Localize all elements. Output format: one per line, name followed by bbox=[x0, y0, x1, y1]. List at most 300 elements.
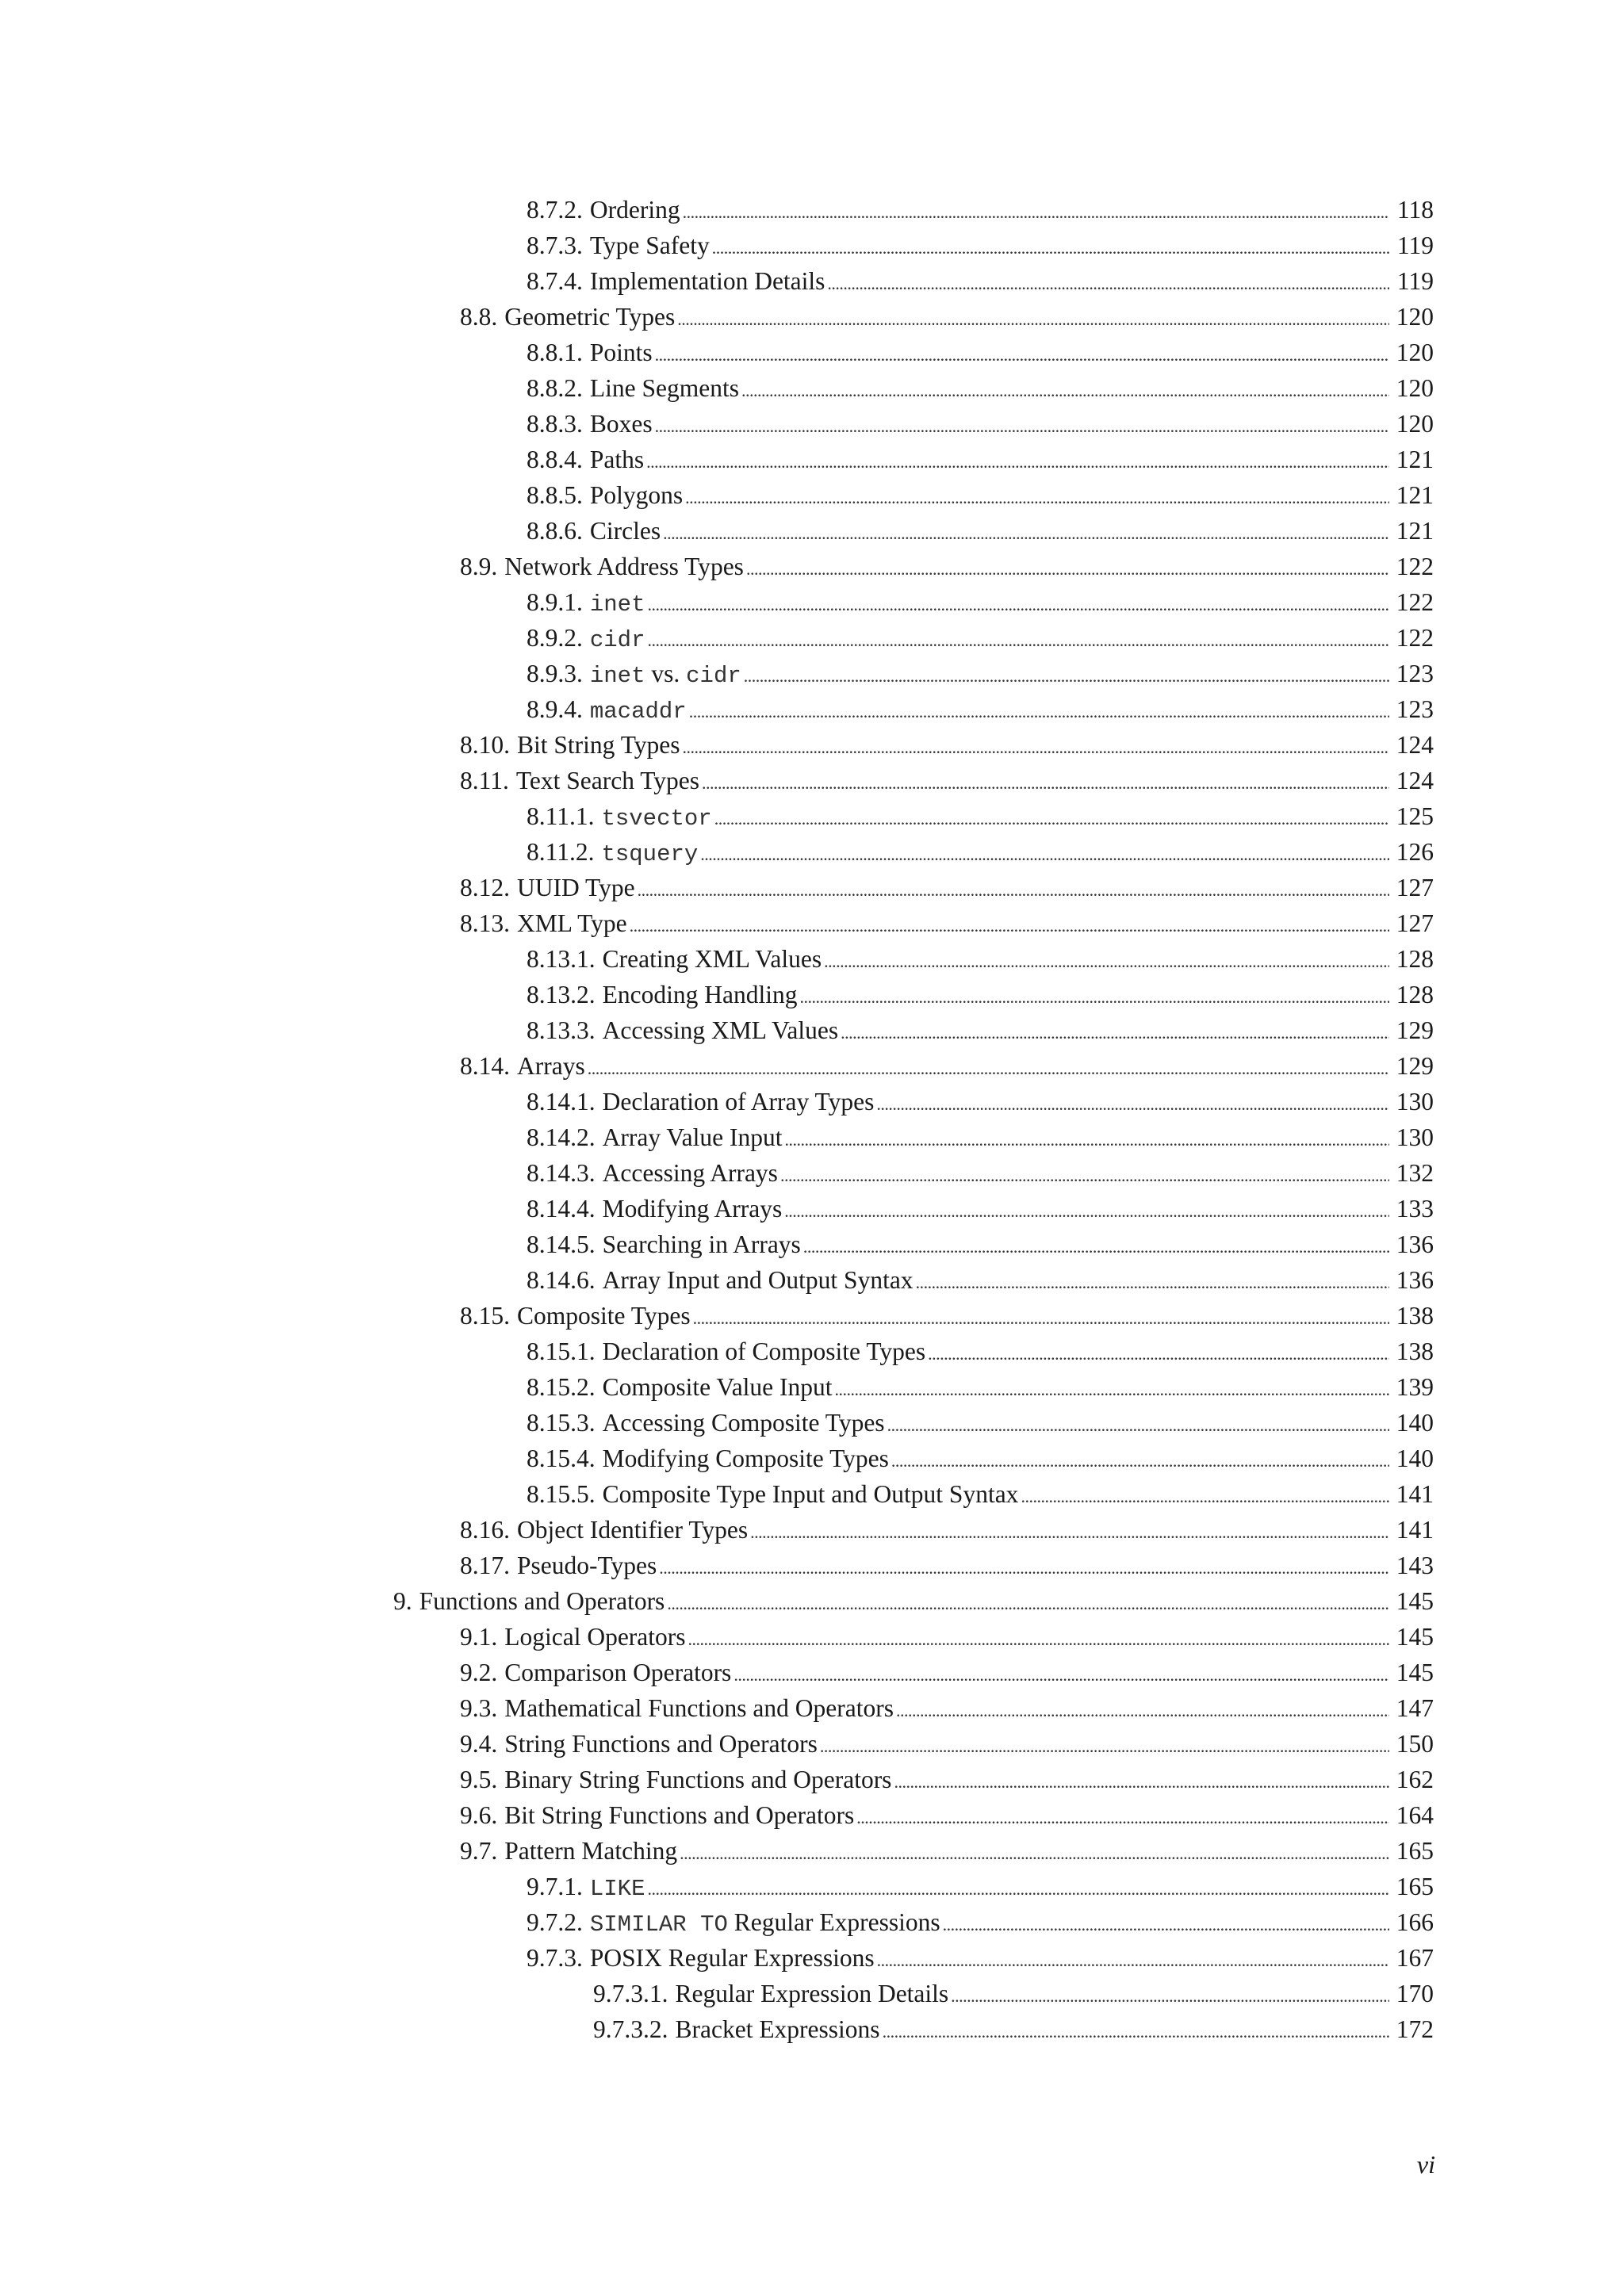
toc-entry[interactable] bbox=[0, 1405, 1624, 1441]
toc-entry-page: 141 bbox=[1396, 1480, 1434, 1508]
dot-leader bbox=[951, 1978, 1389, 2014]
toc-entry-title: Functions and Operators bbox=[419, 1587, 665, 1615]
dot-leader bbox=[712, 230, 1389, 266]
dot-leader bbox=[744, 658, 1389, 694]
toc-entry-title: UUID Type bbox=[517, 874, 635, 901]
toc-entry-label bbox=[460, 905, 627, 941]
toc-entry[interactable] bbox=[0, 1119, 1624, 1155]
toc-entry-page: 140 bbox=[1396, 1409, 1434, 1437]
toc-entry-title: Text Search Types bbox=[515, 767, 700, 794]
toc-entry-label bbox=[460, 1833, 677, 1869]
toc-entry-number: 8.7.4. bbox=[527, 267, 583, 295]
toc-entry-number: 9.1. bbox=[460, 1623, 498, 1651]
toc-entry-number: 8.11.2. bbox=[527, 838, 595, 866]
dot-leader bbox=[943, 1907, 1389, 1942]
toc-entry-title: Binary String Functions and Operators bbox=[504, 1766, 892, 1793]
toc-entry-number: 8.15.2. bbox=[527, 1373, 596, 1401]
toc-entry-page: 123 bbox=[1396, 660, 1434, 687]
toc-entry-page: 138 bbox=[1396, 1337, 1434, 1365]
toc-entry[interactable] bbox=[0, 763, 1624, 798]
toc-entry[interactable] bbox=[0, 513, 1624, 549]
toc-entry-number: 9.7. bbox=[460, 1837, 498, 1865]
toc-entry-title: Accessing XML Values bbox=[602, 1016, 839, 1044]
toc-entry-number: 8.15. bbox=[460, 1302, 510, 1330]
toc-entry[interactable] bbox=[0, 1226, 1624, 1262]
dot-leader bbox=[685, 480, 1389, 515]
toc-entry-page: 130 bbox=[1396, 1123, 1434, 1151]
toc-entry-title: Line Segments bbox=[589, 374, 739, 402]
toc-entry[interactable] bbox=[0, 727, 1624, 763]
toc-entry[interactable] bbox=[0, 228, 1624, 263]
toc-entry-page: 150 bbox=[1396, 1730, 1434, 1758]
dot-leader bbox=[655, 408, 1389, 444]
toc-entry[interactable] bbox=[0, 620, 1624, 656]
toc-entry-number: 9.7.3.1. bbox=[593, 1980, 668, 2007]
toc-entry-page: 139 bbox=[1396, 1373, 1434, 1401]
toc-entry-title: vs. bbox=[651, 660, 680, 687]
toc-entry-page: 136 bbox=[1396, 1230, 1434, 1258]
toc-entry-page: 164 bbox=[1396, 1801, 1434, 1829]
toc-entry-code: tsquery bbox=[601, 841, 699, 867]
toc-entry-page: 129 bbox=[1396, 1052, 1434, 1080]
toc-entry[interactable] bbox=[0, 656, 1624, 691]
toc-entry-number: 8.14.1. bbox=[527, 1088, 596, 1115]
dot-leader bbox=[646, 444, 1389, 480]
toc-entry-label bbox=[527, 1262, 914, 1298]
toc-entry-label bbox=[460, 1762, 891, 1797]
toc-entry-code: cidr bbox=[589, 627, 645, 653]
dot-leader bbox=[659, 1550, 1389, 1586]
toc-entry-number: 8.16. bbox=[460, 1516, 510, 1544]
toc-entry-title: Composite Value Input bbox=[602, 1373, 833, 1401]
toc-entry[interactable] bbox=[0, 2011, 1624, 2047]
toc-entry-code: inet bbox=[589, 663, 645, 689]
toc-entry[interactable] bbox=[0, 1334, 1624, 1369]
toc-entry-title: Accessing Composite Types bbox=[602, 1409, 885, 1437]
toc-entry-label bbox=[527, 513, 661, 549]
toc-entry-number: 8.15.3. bbox=[527, 1409, 596, 1437]
toc-entry-label bbox=[527, 798, 712, 836]
dot-leader bbox=[1021, 1479, 1389, 1514]
toc-entry-number: 8.8.2. bbox=[527, 374, 583, 402]
toc-entry-title: Network Address Types bbox=[504, 553, 744, 580]
toc-entry[interactable] bbox=[0, 1976, 1624, 2011]
toc-entry-title: Points bbox=[589, 339, 653, 366]
dot-leader bbox=[928, 1336, 1389, 1372]
dot-leader bbox=[638, 872, 1389, 908]
toc-entry-title: Searching in Arrays bbox=[602, 1230, 801, 1258]
toc-entry-label bbox=[527, 941, 822, 977]
toc-entry-label bbox=[527, 1226, 801, 1262]
toc-entry[interactable] bbox=[0, 1655, 1624, 1690]
toc-entry-number: 8.9.1. bbox=[527, 588, 583, 616]
dot-leader bbox=[683, 194, 1389, 230]
toc-entry-number: 9.7.2. bbox=[527, 1908, 583, 1936]
toc-entry[interactable] bbox=[0, 905, 1624, 941]
toc-entry-number: 8.8. bbox=[460, 303, 498, 331]
toc-entry[interactable] bbox=[0, 941, 1624, 977]
toc-entry-number: 9.7.1. bbox=[527, 1873, 583, 1900]
toc-entry[interactable] bbox=[0, 1762, 1624, 1797]
toc-entry[interactable] bbox=[0, 192, 1624, 228]
toc-entry-number: 8.9.2. bbox=[527, 624, 583, 652]
toc-entry-title: Regular Expressions bbox=[733, 1908, 940, 1936]
toc-entry-page: 120 bbox=[1396, 410, 1434, 438]
dot-leader bbox=[894, 1764, 1389, 1800]
toc-entry-number: 9.6. bbox=[460, 1801, 498, 1829]
toc-entry-number: 8.7.2. bbox=[527, 196, 583, 224]
page-number: vi bbox=[1416, 2150, 1435, 2179]
dot-leader bbox=[733, 1657, 1389, 1693]
toc-entry-page: 141 bbox=[1396, 1516, 1434, 1544]
toc-entry-title: Boxes bbox=[589, 410, 653, 438]
toc-entry-title: Implementation Details bbox=[589, 267, 825, 295]
toc-entry[interactable] bbox=[0, 1583, 1624, 1619]
toc-entry-page: 167 bbox=[1396, 1944, 1434, 1972]
dot-leader bbox=[883, 2014, 1389, 2049]
toc-entry[interactable] bbox=[0, 1155, 1624, 1191]
toc-entry[interactable] bbox=[0, 1833, 1624, 1869]
toc-entry-label bbox=[527, 1869, 645, 1907]
toc-entry[interactable] bbox=[0, 1512, 1624, 1548]
toc-entry-label bbox=[460, 870, 635, 905]
toc-entry-number: 8.13.2. bbox=[527, 981, 596, 1008]
toc-entry-page: 138 bbox=[1396, 1302, 1434, 1330]
toc-entry-label bbox=[527, 370, 739, 406]
toc-entry-label bbox=[593, 2011, 880, 2047]
toc-entry-label bbox=[527, 1191, 782, 1226]
dot-leader bbox=[780, 1158, 1389, 1193]
toc-entry[interactable] bbox=[0, 1262, 1624, 1298]
dot-leader bbox=[667, 1586, 1389, 1621]
toc-entry-label bbox=[527, 834, 698, 872]
toc-entry-label bbox=[460, 1726, 818, 1762]
toc-entry-page: 127 bbox=[1396, 909, 1434, 937]
dot-leader bbox=[827, 266, 1389, 301]
toc-entry-title: Regular Expression Details bbox=[675, 1980, 949, 2007]
dot-leader bbox=[856, 1800, 1389, 1835]
toc-entry[interactable] bbox=[0, 1441, 1624, 1476]
toc-entry-number: 8.8.3. bbox=[527, 410, 583, 438]
toc-entry-title: XML Type bbox=[517, 909, 627, 937]
toc-entry-label bbox=[527, 1084, 874, 1119]
toc-entry-code: SIMILAR TO bbox=[589, 1911, 728, 1938]
toc-entry-label bbox=[527, 1012, 838, 1048]
toc-entry[interactable] bbox=[0, 1726, 1624, 1762]
toc-entry[interactable] bbox=[0, 1298, 1624, 1334]
toc-entry-title: Paths bbox=[589, 446, 645, 473]
dot-leader bbox=[683, 729, 1390, 765]
toc-entry-label bbox=[460, 1655, 731, 1690]
toc-entry-label bbox=[527, 1369, 833, 1405]
toc-entry-label bbox=[593, 1976, 948, 2011]
toc-entry-number: 8.14.6. bbox=[527, 1266, 596, 1294]
toc-entry-page: 136 bbox=[1396, 1266, 1434, 1294]
dot-leader bbox=[824, 943, 1389, 979]
toc-entry-page: 145 bbox=[1396, 1659, 1434, 1686]
toc-entry-number: 8.8.1. bbox=[527, 339, 583, 366]
dot-leader bbox=[784, 1193, 1389, 1229]
dot-leader bbox=[655, 337, 1389, 373]
dot-leader bbox=[714, 801, 1389, 836]
dot-leader bbox=[648, 1871, 1390, 1907]
toc-entry-page: 118 bbox=[1396, 196, 1434, 224]
toc-entry-page: 121 bbox=[1396, 517, 1434, 545]
toc-entry[interactable] bbox=[0, 1690, 1624, 1726]
toc-entry-label bbox=[460, 299, 675, 335]
toc-entry-title: Type Safety bbox=[589, 232, 710, 259]
dot-leader bbox=[588, 1050, 1389, 1086]
toc-entry-page: 166 bbox=[1396, 1908, 1434, 1936]
toc-entry-title: Modifying Composite Types bbox=[602, 1445, 889, 1472]
toc-entry-title: Ordering bbox=[589, 196, 680, 224]
toc-entry-label bbox=[527, 477, 683, 513]
dot-leader bbox=[689, 694, 1389, 729]
toc-entry-label bbox=[527, 1441, 889, 1476]
toc-entry-label bbox=[527, 335, 653, 370]
toc-entry-title: Comparison Operators bbox=[504, 1659, 732, 1686]
toc-entry-label bbox=[527, 1405, 885, 1441]
toc-entry-label bbox=[527, 691, 687, 729]
dot-leader bbox=[835, 1372, 1389, 1407]
toc-entry-label bbox=[460, 1797, 854, 1833]
toc-entry-page: 120 bbox=[1396, 303, 1434, 331]
toc-entry-page: 129 bbox=[1396, 1016, 1434, 1044]
dot-leader bbox=[877, 1942, 1389, 1978]
toc-entry-number: 9.5. bbox=[460, 1766, 498, 1793]
toc-entry-label bbox=[527, 584, 645, 622]
toc-entry-page: 123 bbox=[1396, 695, 1434, 723]
toc-entry-title: Pseudo-Types bbox=[517, 1552, 657, 1579]
toc-entry-label bbox=[527, 977, 797, 1012]
toc-entry-number: 9. bbox=[393, 1587, 412, 1615]
toc-entry-number: 8.14.3. bbox=[527, 1159, 596, 1187]
toc-entry[interactable] bbox=[0, 477, 1624, 513]
toc-entry-number: 9.3. bbox=[460, 1694, 498, 1722]
toc-entry-title: Circles bbox=[589, 517, 661, 545]
toc-entry[interactable] bbox=[0, 798, 1624, 834]
dot-leader bbox=[916, 1265, 1389, 1300]
toc-entry-title: Array Input and Output Syntax bbox=[602, 1266, 914, 1294]
toc-entry-number: 8.15.4. bbox=[527, 1445, 596, 1472]
toc-entry-title: POSIX Regular Expressions bbox=[589, 1944, 875, 1972]
toc-entry-page: 125 bbox=[1396, 802, 1434, 830]
toc-entry-number: 8.14. bbox=[460, 1052, 510, 1080]
toc-entry-title: Creating XML Values bbox=[602, 945, 822, 973]
toc-entry-page: 126 bbox=[1396, 838, 1434, 866]
toc-entry-page: 119 bbox=[1396, 267, 1434, 295]
dot-leader bbox=[896, 1693, 1389, 1728]
toc-entry-label bbox=[460, 1512, 748, 1548]
toc-entry-page: 133 bbox=[1396, 1195, 1434, 1223]
dot-leader bbox=[663, 515, 1389, 551]
toc-entry[interactable] bbox=[0, 1619, 1624, 1655]
toc-entry[interactable] bbox=[0, 370, 1624, 406]
dot-leader bbox=[741, 373, 1389, 408]
toc-entry[interactable] bbox=[0, 1084, 1624, 1119]
dot-leader bbox=[784, 1122, 1389, 1158]
toc-entry[interactable] bbox=[0, 834, 1624, 870]
toc-entry-label bbox=[460, 1298, 691, 1334]
dot-leader bbox=[702, 765, 1389, 801]
toc-entry-number: 8.9. bbox=[460, 553, 498, 580]
toc-entry-number: 9.2. bbox=[460, 1659, 498, 1686]
toc-entry-page: 124 bbox=[1396, 731, 1434, 759]
toc-entry-label bbox=[460, 1619, 686, 1655]
toc-entry-number: 8.8.6. bbox=[527, 517, 583, 545]
toc-entry[interactable] bbox=[0, 1548, 1624, 1583]
toc-entry[interactable] bbox=[0, 1191, 1624, 1226]
toc-entry-label bbox=[527, 1904, 940, 1942]
toc-entry-number: 8.15.1. bbox=[527, 1337, 596, 1365]
toc-entry-number: 8.17. bbox=[460, 1552, 510, 1579]
toc-entry-page: 132 bbox=[1396, 1159, 1434, 1187]
toc-entry[interactable] bbox=[0, 977, 1624, 1012]
toc-entry-number: 9.7.3.2. bbox=[593, 2015, 668, 2043]
toc-entry-number: 8.11.1. bbox=[527, 802, 595, 830]
toc-entry-label bbox=[460, 727, 680, 763]
toc-entry-title: Polygons bbox=[589, 481, 684, 509]
toc-entry-label bbox=[460, 1548, 657, 1583]
dot-leader bbox=[891, 1443, 1389, 1479]
toc-entry-label bbox=[527, 192, 680, 228]
toc-entry[interactable] bbox=[0, 1012, 1624, 1048]
toc-entry-number: 8.8.4. bbox=[527, 446, 583, 473]
toc-entry-title: Modifying Arrays bbox=[602, 1195, 783, 1223]
toc-entry-page: 162 bbox=[1396, 1766, 1434, 1793]
toc-entry-code: tsvector bbox=[601, 806, 712, 832]
toc-entry-number: 9.4. bbox=[460, 1730, 498, 1758]
toc-entry[interactable] bbox=[0, 1869, 1624, 1904]
toc-entry-page: 145 bbox=[1396, 1587, 1434, 1615]
toc-entry-title: Geometric Types bbox=[504, 303, 676, 331]
dot-leader bbox=[820, 1728, 1389, 1764]
toc-entry-title: Composite Types bbox=[517, 1302, 691, 1330]
toc-entry-title: Arrays bbox=[517, 1052, 585, 1080]
toc-entry[interactable] bbox=[0, 299, 1624, 335]
toc-entry-page: 121 bbox=[1396, 481, 1434, 509]
toc-entry-label bbox=[527, 620, 645, 658]
table-of-contents bbox=[0, 192, 1624, 2047]
toc-entry-number: 8.10. bbox=[460, 731, 510, 759]
toc-entry[interactable] bbox=[0, 1797, 1624, 1833]
toc-entry-code: inet bbox=[589, 591, 645, 618]
toc-entry-number: 8.14.2. bbox=[527, 1123, 596, 1151]
dot-leader bbox=[746, 551, 1389, 587]
toc-entry-page: 121 bbox=[1396, 446, 1434, 473]
toc-entry-number: 8.7.3. bbox=[527, 232, 583, 259]
toc-entry[interactable] bbox=[0, 442, 1624, 477]
toc-entry-page: 165 bbox=[1396, 1873, 1434, 1900]
toc-entry[interactable] bbox=[0, 406, 1624, 442]
toc-entry-page: 143 bbox=[1396, 1552, 1434, 1579]
toc-entry-title: Array Value Input bbox=[602, 1123, 783, 1151]
toc-entry[interactable] bbox=[0, 549, 1624, 584]
toc-entry-number: 8.8.5. bbox=[527, 481, 583, 509]
dot-leader bbox=[693, 1300, 1389, 1336]
toc-entry-number: 8.9.4. bbox=[527, 695, 583, 723]
toc-entry-page: 120 bbox=[1396, 374, 1434, 402]
dot-leader bbox=[688, 1621, 1389, 1657]
toc-entry-page: 122 bbox=[1396, 588, 1434, 616]
dot-leader bbox=[876, 1086, 1389, 1122]
toc-entry-title: Declaration of Array Types bbox=[602, 1088, 875, 1115]
toc-entry-label bbox=[460, 1048, 585, 1084]
toc-entry-label bbox=[460, 763, 699, 798]
toc-entry[interactable] bbox=[0, 1940, 1624, 1976]
toc-entry-number: 8.15.5. bbox=[527, 1480, 596, 1508]
toc-entry-page: 140 bbox=[1396, 1445, 1434, 1472]
toc-entry-number: 8.14.4. bbox=[527, 1195, 596, 1223]
toc-entry-label bbox=[460, 549, 744, 584]
toc-entry[interactable] bbox=[0, 1048, 1624, 1084]
toc-entry-number: 8.14.5. bbox=[527, 1230, 596, 1258]
toc-entry-number: 8.13.1. bbox=[527, 945, 596, 973]
toc-entry-title: Logical Operators bbox=[504, 1623, 686, 1651]
toc-entry-title: Composite Type Input and Output Syntax bbox=[602, 1480, 1019, 1508]
toc-entry-label bbox=[527, 1119, 782, 1155]
toc-entry-title: Object Identifier Types bbox=[517, 1516, 749, 1544]
dot-leader bbox=[700, 836, 1389, 872]
toc-entry-title: Pattern Matching bbox=[504, 1837, 678, 1865]
dot-leader bbox=[630, 908, 1389, 943]
toc-entry[interactable] bbox=[0, 870, 1624, 905]
dot-leader bbox=[803, 1229, 1389, 1265]
toc-entry-label bbox=[527, 1476, 1018, 1512]
toc-entry-title: Bracket Expressions bbox=[675, 2015, 880, 2043]
toc-entry-page: 170 bbox=[1396, 1980, 1434, 2007]
toc-entry[interactable] bbox=[0, 584, 1624, 620]
toc-entry-label bbox=[527, 228, 710, 263]
toc-entry-title: Bit String Types bbox=[517, 731, 680, 759]
toc-entry-code: macaddr bbox=[589, 698, 687, 725]
toc-entry-code: LIKE bbox=[589, 1876, 645, 1902]
dot-leader bbox=[799, 979, 1389, 1015]
toc-entry[interactable] bbox=[0, 1904, 1624, 1940]
toc-entry-label bbox=[393, 1583, 665, 1619]
toc-entry-page: 124 bbox=[1396, 767, 1434, 794]
toc-entry-code: cidr bbox=[686, 663, 741, 689]
toc-entry[interactable] bbox=[0, 263, 1624, 299]
toc-entry-title: Mathematical Functions and Operators bbox=[504, 1694, 894, 1722]
toc-entry-label bbox=[527, 1155, 778, 1191]
toc-entry-title: String Functions and Operators bbox=[504, 1730, 818, 1758]
toc-entry[interactable] bbox=[0, 1476, 1624, 1512]
toc-entry[interactable] bbox=[0, 335, 1624, 370]
toc-entry-label bbox=[527, 406, 653, 442]
toc-entry-number: 8.11. bbox=[460, 767, 509, 794]
toc-entry-page: 119 bbox=[1396, 232, 1434, 259]
toc-entry-number: 8.12. bbox=[460, 874, 510, 901]
toc-entry-number: 8.9.3. bbox=[527, 660, 583, 687]
toc-entry[interactable] bbox=[0, 691, 1624, 727]
toc-entry-number: 9.7.3. bbox=[527, 1944, 583, 1972]
toc-entry-page: 130 bbox=[1396, 1088, 1434, 1115]
toc-entry-label bbox=[527, 656, 741, 694]
toc-entry-label bbox=[527, 442, 644, 477]
toc-entry-title: Encoding Handling bbox=[602, 981, 798, 1008]
toc-entry-number: 8.13. bbox=[460, 909, 510, 937]
toc-entry-label bbox=[527, 263, 825, 299]
toc-entry-page: 165 bbox=[1396, 1837, 1434, 1865]
dot-leader bbox=[750, 1514, 1389, 1550]
toc-entry-title: Accessing Arrays bbox=[602, 1159, 778, 1187]
toc-entry-page: 122 bbox=[1396, 624, 1434, 652]
toc-entry-title: Bit String Functions and Operators bbox=[504, 1801, 855, 1829]
toc-entry-title: Declaration of Composite Types bbox=[602, 1337, 926, 1365]
toc-entry-label bbox=[460, 1690, 894, 1726]
toc-entry[interactable] bbox=[0, 1369, 1624, 1405]
